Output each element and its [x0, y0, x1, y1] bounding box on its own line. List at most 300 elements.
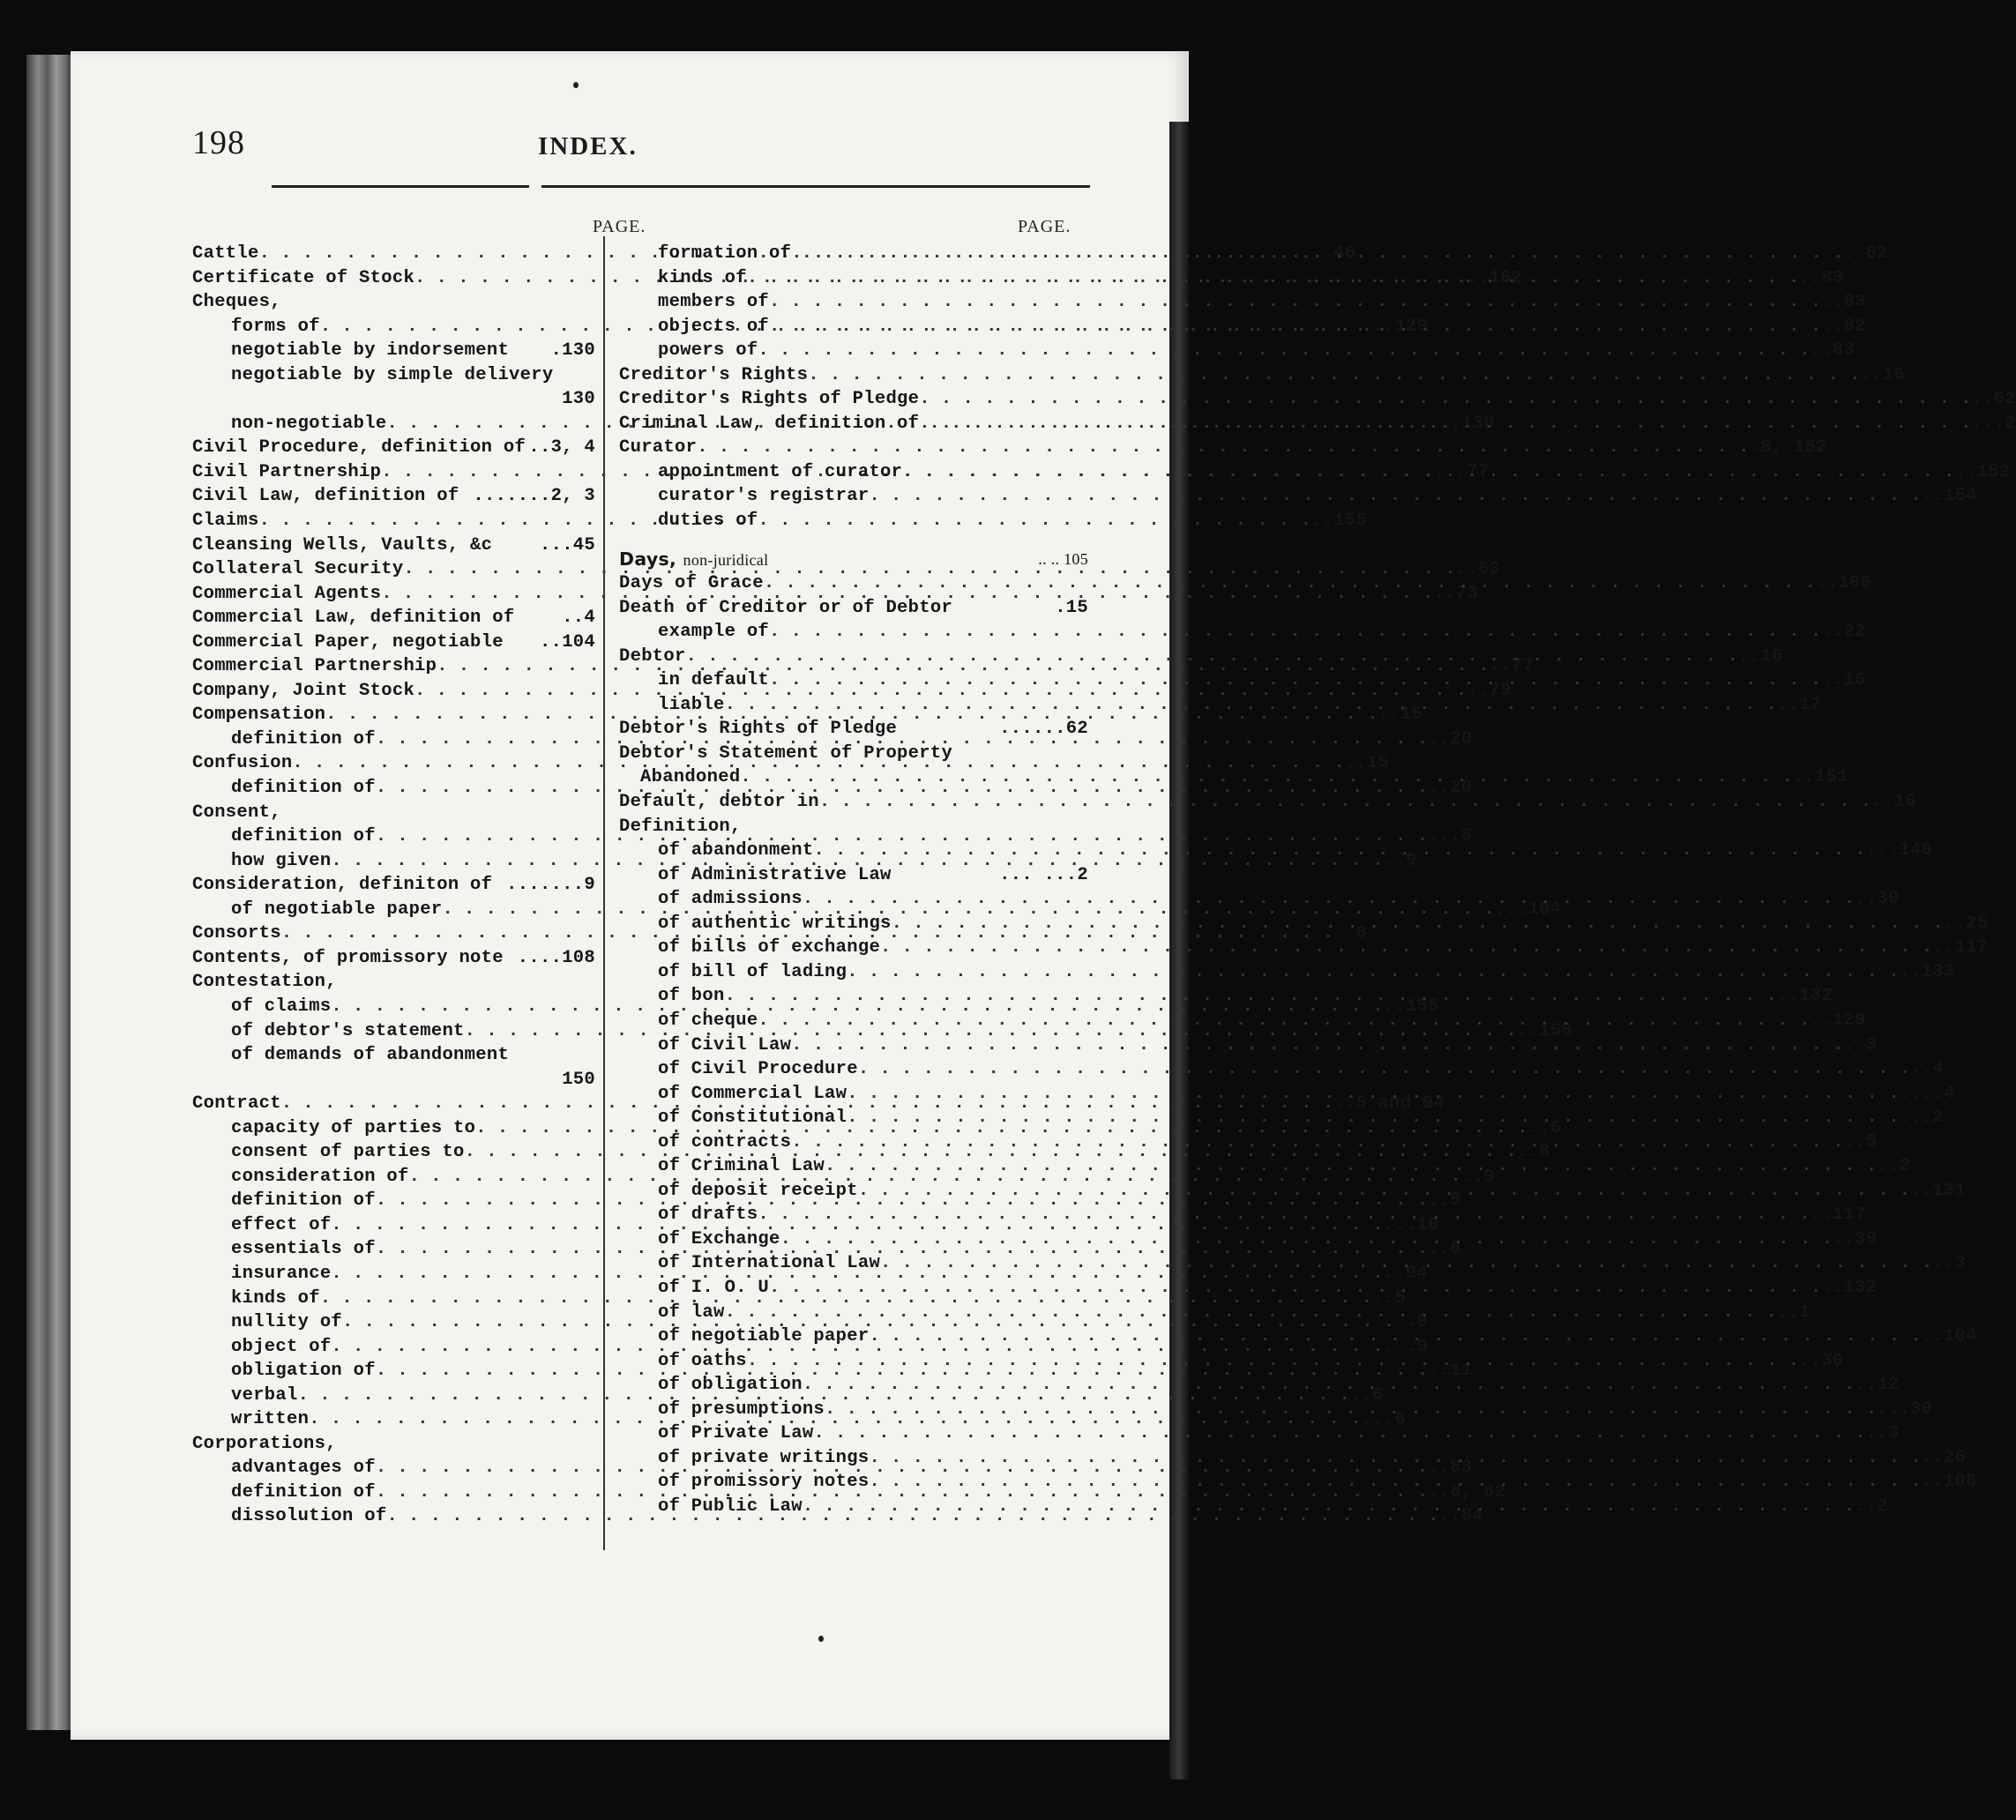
entry-text: of bon	[658, 986, 725, 1007]
entry-page: ..20	[1428, 778, 1473, 799]
leader-dots	[847, 1082, 1899, 1107]
spacer	[742, 815, 1088, 839]
spacer	[492, 533, 540, 558]
entry-page: ..9	[1460, 1166, 1495, 1187]
leader-dots	[869, 484, 1921, 509]
entry-page: ..5	[1428, 1190, 1461, 1212]
entry-page: ..39	[1832, 1228, 1878, 1249]
entry-page: ...2	[1971, 413, 2016, 434]
index-entry	[619, 960, 1955, 985]
leader-dots	[791, 1033, 1843, 1058]
entry-text: definition of	[231, 728, 376, 750]
entry-text: advantages of	[231, 1458, 376, 1479]
entry-text: kinds of	[658, 267, 747, 288]
entry-page: ......62	[999, 719, 1088, 740]
spacer	[459, 484, 473, 509]
entry-page: ..8	[1333, 923, 1367, 944]
entry-text: members of	[658, 292, 770, 313]
spacer	[952, 596, 1055, 621]
entry-page: ...10	[1383, 1214, 1439, 1235]
entry-text: liable	[658, 694, 725, 715]
entry-page: ...6	[1361, 1409, 1406, 1430]
entry-page: ..154	[1921, 486, 1977, 507]
index-entry	[619, 1130, 1878, 1155]
leader-dots	[847, 960, 1899, 985]
entry-text: of Civil Law	[658, 1034, 792, 1055]
entry-text: Collateral Security	[192, 559, 404, 580]
entry-text: Confusion	[192, 753, 293, 774]
entry-page: ..155	[1310, 511, 1367, 532]
right-column-heading: PAGE.	[1018, 217, 1071, 236]
leader-dots	[819, 790, 1871, 815]
leader-dots	[769, 620, 1821, 645]
index-entry	[192, 946, 595, 971]
index-entry	[619, 339, 1855, 363]
page-mark-top	[573, 82, 579, 88]
entry-text: negotiable by simple delivery	[231, 364, 554, 385]
spacer	[897, 717, 999, 742]
entry-text: Contents, of promissory note	[192, 947, 504, 968]
entry-text: negotiable by indorsement	[231, 340, 510, 362]
index-entry	[619, 717, 1088, 742]
entry-page: ..132	[1821, 1277, 1878, 1298]
entry-page: ..4	[562, 608, 595, 629]
leader-dots	[758, 1009, 1810, 1033]
entry-page: ..83	[1428, 1458, 1473, 1479]
index-entry	[619, 1373, 1900, 1398]
spacer	[337, 970, 595, 995]
entry-text: of negotiable paper	[658, 1326, 870, 1347]
index-entry	[619, 863, 1088, 888]
entry-page: ..82	[1821, 316, 1866, 337]
spacer	[892, 863, 1000, 888]
entry-page: ..82	[1843, 243, 1888, 264]
index-entry	[619, 936, 1989, 960]
index-entry	[192, 484, 595, 509]
entry-text: Contract	[192, 1093, 281, 1115]
entry-page: ..6	[1527, 1117, 1562, 1138]
entry-text: of bills of exchange	[658, 937, 881, 958]
entry-text: Commercial Partnership	[192, 656, 437, 677]
leader-dots	[769, 315, 1821, 339]
entry-text: of authentic writings	[658, 913, 892, 934]
leader-dots	[813, 839, 1865, 863]
entry-text: of law	[658, 1302, 725, 1323]
entry-page: ..62	[1971, 389, 2016, 410]
entry-text: Civil Law, definition of	[192, 486, 459, 507]
entry-text: of Criminal Law	[658, 1156, 825, 1177]
index-entry	[192, 436, 595, 460]
entry-text: Commercial Law, definition of	[192, 608, 515, 629]
leader-dots	[791, 1130, 1843, 1155]
entry-text: Debtor	[619, 645, 686, 667]
spacer	[509, 1043, 595, 1068]
entry-text: of Public Law	[658, 1496, 803, 1517]
entry-text: Consideration, definiton of	[192, 875, 493, 896]
page-title: INDEX.	[538, 132, 638, 160]
entry-text: Company, Joint Stock	[192, 680, 415, 701]
entry-text: Abandoned	[640, 767, 741, 788]
spacer	[337, 1432, 595, 1457]
entry-page: ..108	[1921, 1472, 1977, 1493]
entry-text: of promissory notes	[658, 1472, 870, 1493]
entry-page: .15	[1055, 597, 1088, 618]
entry-page: ..63	[1455, 559, 1501, 580]
index-entry	[619, 1106, 1944, 1130]
entry-text: Civil Partnership	[192, 461, 382, 482]
entry-page: ..117	[1932, 937, 1989, 958]
leader-dots	[758, 339, 1810, 363]
entry-page: ..73	[1433, 583, 1478, 604]
entry-page: ..11	[1428, 1361, 1473, 1382]
entry-page: ..30	[1799, 1350, 1844, 1371]
entry-text: appointment of curator	[658, 461, 903, 482]
entry-page: ....4	[1899, 1083, 1955, 1104]
entry-page: ...45	[539, 534, 595, 556]
entry-page: ..3	[1932, 1253, 1967, 1274]
entry-text: Definition,	[619, 816, 742, 837]
leader-dots	[686, 645, 1738, 669]
entry-page: ..79	[1467, 680, 1512, 701]
entry-text: Compensation	[192, 705, 326, 726]
entry-text: obligation of	[231, 1361, 376, 1382]
entry-text: Commercial Paper, negotiable	[192, 631, 504, 653]
leader-dots	[747, 266, 1799, 291]
index-entry	[192, 606, 595, 630]
spacer	[509, 339, 551, 363]
entry-text: Days of Grace	[619, 573, 764, 594]
index-entry	[192, 533, 595, 558]
entry-page: ..155	[1516, 1020, 1572, 1041]
index-entry	[619, 1033, 1878, 1058]
index-entry	[619, 1154, 1911, 1179]
index-entry	[192, 1043, 595, 1068]
entry-page: ..20	[1428, 728, 1473, 750]
spacer	[281, 801, 595, 825]
entry-text: of bill of lading	[658, 961, 847, 982]
entry-page: ..117	[1810, 1205, 1866, 1226]
leader-dots	[725, 1301, 1777, 1325]
leader-dots	[769, 668, 1821, 693]
index-entry	[619, 363, 1905, 388]
entry-page: ..12	[1855, 1375, 1900, 1396]
index-entry	[192, 873, 595, 898]
leader-dots	[880, 1251, 1932, 1276]
index-entry	[619, 509, 1088, 533]
entry-page: .8, 152	[1749, 437, 1827, 459]
leader-dots	[803, 887, 1855, 912]
entry-text: objects of	[658, 316, 770, 337]
entry-subword: non-juridical	[683, 550, 769, 569]
entry-page: ..83	[1810, 340, 1855, 362]
entry-text: of contracts	[658, 1131, 792, 1152]
leader-dots	[892, 912, 1944, 936]
leader-dots	[902, 460, 1954, 485]
index-entry	[192, 630, 595, 655]
entry-page: ..152	[1954, 461, 2011, 482]
entry-text: of cheque	[658, 1010, 758, 1031]
entry-text: Certificate of Stock	[192, 267, 415, 288]
leader-dots	[697, 436, 1749, 460]
entry-text: insurance	[231, 1263, 332, 1284]
spacer	[504, 946, 518, 971]
entry-page: ..26	[1921, 1447, 1967, 1468]
entry-text: of Exchange	[658, 1228, 780, 1249]
entry-page: ..129	[1810, 1010, 1866, 1031]
entry-text: object of	[231, 1336, 332, 1357]
entry-page: ...104	[1494, 899, 1562, 920]
spacer	[492, 873, 506, 898]
index-entry	[619, 290, 1866, 315]
entry-page: .......2, 3	[473, 486, 595, 507]
entry-page: ..16	[1821, 670, 1866, 691]
entry-text: powers of	[658, 340, 758, 362]
leader-dots	[758, 1203, 1810, 1227]
spacer	[758, 509, 1088, 533]
entry-page: ..130	[1438, 413, 1495, 434]
entry-text: Commercial Agents	[192, 583, 382, 604]
entry-page: ..9	[1394, 1312, 1429, 1333]
index-entry	[619, 387, 2016, 412]
entry-page: ..132	[1776, 986, 1833, 1007]
index-entry	[619, 839, 1933, 863]
entry-page: ..83	[1799, 267, 1844, 288]
entry-page: ...2	[1899, 1108, 1944, 1129]
spacer	[768, 548, 1038, 572]
leader-dots	[869, 1446, 1921, 1471]
entry-page: ..2	[1855, 1496, 1888, 1517]
entry-text: Cattle	[192, 243, 259, 264]
index-entry	[619, 596, 1088, 621]
leader-dots	[725, 984, 1777, 1009]
entry-page: ..162	[1467, 267, 1523, 288]
entry-text: Claims	[192, 511, 259, 532]
entry-text: of oaths	[658, 1350, 747, 1371]
entry-page: ..25	[1943, 913, 1989, 934]
entry-page: ..104	[539, 631, 595, 653]
entry-page: ..106	[1816, 573, 1872, 594]
leader-dots	[847, 1106, 1899, 1130]
entry-text: Contestation,	[192, 972, 337, 993]
entry-text: essentials of	[231, 1239, 376, 1260]
entry-text: Consorts	[192, 923, 281, 944]
entry-page: ..15	[1344, 753, 1390, 774]
entry-page: .130	[550, 340, 595, 362]
entry-text: duties of	[658, 511, 758, 532]
entry-text	[619, 548, 768, 572]
entry-text: of presumptions	[658, 1399, 825, 1420]
entry-page: ..5 and 94	[1333, 1093, 1445, 1115]
index-entry	[619, 1301, 1811, 1325]
entry-text: Creditor's Rights of Pledge	[619, 389, 920, 410]
leader-dots	[803, 1373, 1855, 1398]
index-entry	[619, 620, 1866, 645]
entry-page: ..22	[1821, 622, 1866, 643]
entry-text: of International Law	[658, 1253, 881, 1274]
index-entry	[619, 1276, 1878, 1301]
entry-page: ..8, 82	[1428, 1481, 1506, 1503]
entry-page: ..104	[1921, 1326, 1977, 1347]
left-column-heading: PAGE.	[593, 217, 646, 236]
leader-dots	[919, 412, 1971, 436]
entry-text: definition of	[231, 778, 376, 799]
leader-dots	[803, 1495, 1855, 1519]
entry-text: forms of	[231, 316, 320, 337]
leader-dots	[791, 242, 1843, 266]
entry-page: ..1	[1776, 1302, 1811, 1323]
entry-page: 150	[562, 1069, 595, 1090]
entry-page: ..8	[1516, 1142, 1550, 1163]
index-entry	[619, 1179, 1967, 1204]
entry-page: ..6	[1428, 1239, 1461, 1260]
entry-page: ...148	[1865, 840, 1933, 862]
spacer	[281, 290, 595, 315]
index-entry	[192, 970, 595, 995]
book-spine-edge	[26, 55, 72, 1730]
entry-text: of Administrative Law	[658, 864, 892, 885]
entry-page: ... ...2	[999, 864, 1088, 885]
entry-text: how given	[231, 850, 332, 871]
leader-dots	[825, 1154, 1877, 1179]
entry-page: ...77	[1433, 461, 1490, 482]
entry-text: capacity of parties to	[231, 1117, 476, 1138]
leader-dots	[919, 387, 1971, 412]
entry-page: ...30	[1877, 1399, 1933, 1420]
entry-page: 130	[562, 389, 595, 410]
leader-dots	[813, 1421, 1865, 1446]
index-entry	[192, 1068, 595, 1093]
entry-text: formation of	[658, 243, 792, 264]
entry-page: .......9	[506, 875, 595, 896]
entry-text: kinds of	[231, 1287, 320, 1309]
index-entry	[619, 815, 1088, 839]
entry-text: of admissions	[658, 889, 803, 910]
spacer	[514, 606, 562, 630]
index-entry	[619, 436, 1827, 460]
entry-page: ..30	[1855, 889, 1900, 910]
index-entry	[192, 339, 595, 363]
leader-dots	[808, 363, 1860, 388]
entry-text: Cheques,	[192, 292, 281, 313]
leader-dots	[725, 693, 1777, 718]
entry-text: consent of parties to	[231, 1142, 465, 1163]
entry-text: consideration of	[231, 1166, 409, 1187]
spacer	[553, 363, 595, 388]
leader-dots	[764, 571, 1816, 596]
entry-page: ...9	[1383, 1336, 1429, 1357]
index-entry	[619, 1324, 1977, 1349]
entry-text: of claims	[231, 996, 332, 1017]
entry-text: definition of	[231, 826, 376, 847]
spacer	[952, 742, 1088, 766]
entry-text: in default	[658, 670, 770, 691]
entry-page: ..2	[1877, 1156, 1911, 1177]
entry-page: ..4	[1910, 1059, 1944, 1080]
entry-text: verbal	[231, 1384, 298, 1406]
entry-text: Corporations,	[192, 1433, 337, 1454]
entry-text: of obligation	[658, 1375, 803, 1396]
entry-page: ..5	[1843, 1131, 1878, 1152]
entry-page: ..3, 4	[528, 437, 595, 459]
entry-text: Civil Procedure, definition of	[192, 437, 526, 459]
entry-text: Criminal Law, definition of	[619, 413, 920, 434]
entry-text: Debtor's Statement of Property	[619, 742, 953, 764]
entry-page: ..77	[1489, 656, 1534, 677]
index-entry	[619, 484, 1977, 509]
entry-page: ..3	[1843, 1034, 1878, 1055]
leader-dots	[880, 936, 1932, 960]
entry-page: ...8	[1428, 826, 1473, 847]
entry-text: of Commercial Law	[658, 1083, 847, 1104]
index-entry	[619, 1057, 1944, 1082]
index-entry	[619, 790, 1916, 815]
index-entry-days	[619, 548, 1088, 572]
leader-dots	[740, 765, 1792, 790]
entry-page: ..94	[1383, 1263, 1429, 1284]
entry-text: dissolution of	[231, 1506, 387, 1527]
header-rule-right	[541, 185, 1090, 188]
leader-dots	[858, 1057, 1910, 1082]
index-entry	[619, 1227, 1878, 1252]
entry-text: non-negotiable	[231, 413, 387, 434]
entry-text: of private writings	[658, 1447, 870, 1468]
entry-page: ..129	[1372, 316, 1429, 337]
entry-page: ..5	[1372, 1287, 1406, 1309]
index-entry	[192, 824, 1473, 849]
section-gap	[619, 533, 1088, 548]
leader-dots	[747, 1349, 1799, 1374]
entry-text: of drafts	[658, 1205, 758, 1226]
leader-dots	[869, 1324, 1921, 1349]
page-number: 198	[192, 124, 245, 161]
leader-dots	[769, 290, 1821, 315]
entry-page: ..151	[1792, 767, 1848, 788]
entry-text: of abandonment	[658, 840, 814, 862]
entry-page: ..16	[1860, 364, 1905, 385]
entry-text: Debtor's Rights of Pledge	[619, 719, 898, 740]
entry-text: effect of	[231, 1214, 332, 1235]
index-entry	[619, 742, 1088, 766]
entry-page: ..155	[1383, 996, 1439, 1017]
entry-text: curator's registrar	[658, 486, 870, 507]
index-entry	[619, 912, 1989, 936]
entry-text: definition of	[231, 1190, 376, 1212]
entry-page: ..15	[1378, 705, 1422, 726]
entry-page: ....108	[517, 947, 595, 968]
page-mark-bottom	[818, 1636, 824, 1642]
entry-text: Consent,	[192, 802, 281, 823]
entry-page: ..83	[1821, 292, 1866, 313]
entry-page: .. .. 105	[1038, 549, 1088, 568]
spacer	[504, 630, 540, 655]
entry-text: Curator	[619, 437, 698, 459]
entry-text: Death of Creditor or of Debtor	[619, 597, 953, 618]
leader-dots	[769, 1276, 1821, 1301]
entry-page: ..16	[1737, 645, 1783, 667]
entry-text: Creditor's Rights	[619, 364, 809, 385]
entry-text: of Civil Procedure	[658, 1059, 858, 1080]
entry-text: example of	[658, 622, 770, 643]
entry-text: definition of	[231, 1481, 376, 1503]
entry-text: Cleansing Wells, Vaults, &c	[192, 534, 493, 556]
entry-page: ..133	[1899, 961, 1955, 982]
entry-text: of deposit receipt	[658, 1180, 858, 1201]
index-entry	[192, 387, 595, 412]
entry-text: written	[231, 1409, 310, 1430]
leader-dots	[869, 1470, 1921, 1495]
entry-text: of Constitutional	[658, 1108, 847, 1129]
entry-page: ..3	[1865, 1423, 1900, 1444]
